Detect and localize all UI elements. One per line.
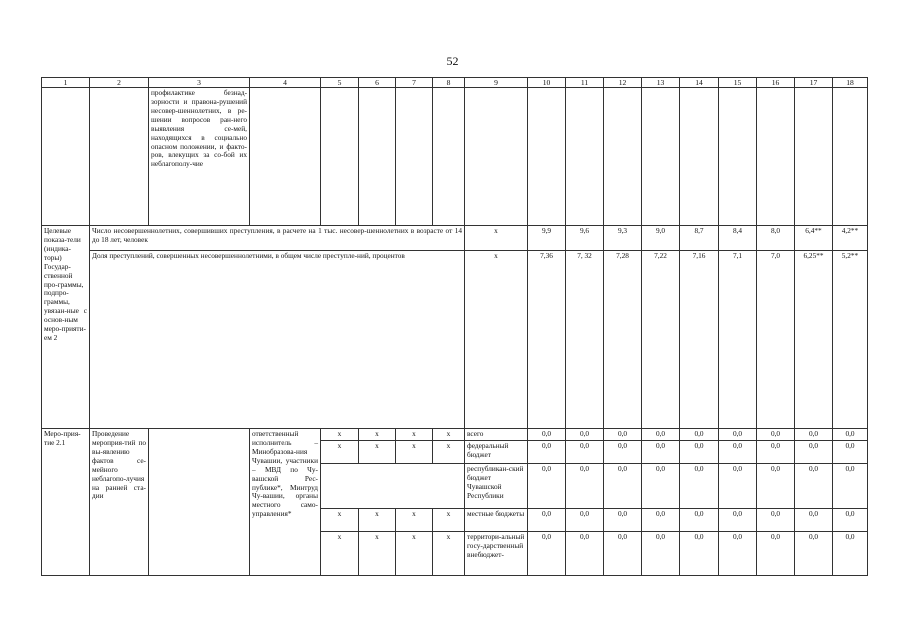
target-value: 7,36 (528, 251, 566, 429)
funding-value: 0,0 (642, 464, 680, 509)
col-number: 11 (566, 78, 604, 88)
target-value: 6,4** (795, 226, 833, 251)
code-cell: х (433, 532, 465, 576)
code-cell: х (321, 509, 359, 532)
funding-value: 0,0 (757, 532, 795, 576)
col-number: 7 (396, 78, 433, 88)
target-value: 7,16 (680, 251, 719, 429)
code-cell: х (396, 441, 433, 464)
funding-source: республикан-ский бюджет Чувашской Республики (465, 464, 528, 509)
code-cell: х (433, 429, 465, 441)
funding-value: 0,0 (566, 441, 604, 464)
col-number: 1 (42, 78, 90, 88)
funding-value: 0,0 (719, 429, 757, 441)
funding-value: 0,0 (833, 441, 868, 464)
col-number: 16 (757, 78, 795, 88)
col-number: 12 (604, 78, 642, 88)
funding-value: 0,0 (757, 429, 795, 441)
code-cell: х (359, 441, 396, 464)
target-value: 9,0 (642, 226, 680, 251)
funding-value: 0,0 (680, 509, 719, 532)
col-number: 5 (321, 78, 359, 88)
col-number: 4 (250, 78, 321, 88)
funding-value: 0,0 (719, 441, 757, 464)
code-cell: х (359, 532, 396, 576)
target-value: 7, 32 (566, 251, 604, 429)
target-value: 9,3 (604, 226, 642, 251)
col-number: 2 (90, 78, 149, 88)
funding-value: 0,0 (719, 464, 757, 509)
code-cell: х (396, 429, 433, 441)
code-cell: х (359, 429, 396, 441)
target-value: 4,2** (833, 226, 868, 251)
funding-value: 0,0 (528, 509, 566, 532)
col-number: 10 (528, 78, 566, 88)
funding-value: 0,0 (604, 429, 642, 441)
page-number: 52 (446, 54, 459, 68)
funding-value: 0,0 (719, 509, 757, 532)
funding-source: местные бюджеты (465, 509, 528, 532)
target-text: Доля преступлений, совершенных несовершеннолетними, в общем числе преступле-ний, процентов (90, 251, 465, 429)
target-value: 7,1 (719, 251, 757, 429)
funding-value: 0,0 (833, 509, 868, 532)
code-cell: х (396, 509, 433, 532)
funding-value: 0,0 (757, 464, 795, 509)
funding-source: всего (465, 429, 528, 441)
measure-name: Проведение мероприя-тий по вы-явлению фактов се-мейного неблагопо-лучия на ранней ста-дии (90, 429, 149, 576)
target-value: 6,25** (795, 251, 833, 429)
col-number: 13 (642, 78, 680, 88)
funding-value: 0,0 (604, 441, 642, 464)
target-value: 8,7 (680, 226, 719, 251)
continuation-row (42, 88, 868, 226)
funding-value: 0,0 (528, 429, 566, 441)
target-value: 9,6 (566, 226, 604, 251)
funding-value: 0,0 (833, 464, 868, 509)
code-cell: х (433, 509, 465, 532)
col-number: 6 (359, 78, 396, 88)
targets-label: Целевые показа-тели (индика-торы) Государ-ственной про-граммы, подпро-граммы, увязан-ные с основ-ным меро-прияти-ем 2 (42, 226, 90, 429)
col-number: 8 (433, 78, 465, 88)
column-number-row (42, 78, 868, 88)
col-number: 18 (833, 78, 868, 88)
funding-value: 0,0 (566, 464, 604, 509)
funding-value: 0,0 (795, 464, 833, 509)
target-x: х (465, 226, 528, 251)
target-value: 8,4 (719, 226, 757, 251)
funding-value: 0,0 (604, 509, 642, 532)
program-table (41, 77, 868, 576)
funding-value: 0,0 (642, 429, 680, 441)
target-value: 5,2** (833, 251, 868, 429)
code-cell: х (396, 532, 433, 576)
funding-value: 0,0 (795, 532, 833, 576)
funding-source: федеральный бюджет (465, 441, 528, 464)
funding-value: 0,0 (528, 441, 566, 464)
funding-value: 0,0 (604, 464, 642, 509)
funding-value: 0,0 (757, 441, 795, 464)
funding-value: 0,0 (795, 509, 833, 532)
funding-value: 0,0 (642, 532, 680, 576)
target-row (42, 226, 868, 251)
funding-value: 0,0 (833, 532, 868, 576)
col-number: 14 (680, 78, 719, 88)
target-value: 7,22 (642, 251, 680, 429)
target-value: 7,28 (604, 251, 642, 429)
funding-value: 0,0 (566, 429, 604, 441)
target-value: 8,0 (757, 226, 795, 251)
funding-value: 0,0 (680, 429, 719, 441)
measure-label: Меро-прия-тие 2.1 (42, 429, 90, 576)
funding-value: 0,0 (604, 532, 642, 576)
code-cell: х (433, 441, 465, 464)
code-cell: х (321, 441, 359, 464)
funding-value: 0,0 (566, 509, 604, 532)
code-cell: х (321, 429, 359, 441)
funding-value: 0,0 (528, 532, 566, 576)
col-number: 15 (719, 78, 757, 88)
code-cell: х (359, 509, 396, 532)
funding-value: 0,0 (680, 441, 719, 464)
col-number: 9 (465, 78, 528, 88)
target-row (42, 251, 868, 429)
code-cell: х (321, 532, 359, 576)
target-value: 7,0 (757, 251, 795, 429)
measure-executor: ответственный исполнитель – Минобразова-ния Чувашии, участники – МВД по Чу-вашской Рес-публике*, Минтруд Чу-вашии, органы местного само-управления* (250, 429, 321, 576)
col-number: 17 (795, 78, 833, 88)
funding-value: 0,0 (680, 532, 719, 576)
funding-row (42, 429, 868, 441)
funding-value: 0,0 (757, 509, 795, 532)
target-text: Число несовершеннолетних, совершивших преступления, в расчете на 1 тыс. несовер-шеннолетних в возрасте от 14 до 18 лет, человек (90, 226, 465, 251)
target-x: х (465, 251, 528, 429)
funding-value: 0,0 (642, 509, 680, 532)
code-cell-empty (321, 464, 465, 509)
funding-value: 0,0 (795, 441, 833, 464)
funding-value: 0,0 (528, 464, 566, 509)
funding-value: 0,0 (833, 429, 868, 441)
funding-value: 0,0 (642, 441, 680, 464)
continuation-text: профилактике безнад-зорности и правона-рушений несовер-шеннолетних, в ре-шении вопросов ран-него выявления се-мей, находящихся в социально опасном положении, и факто-ров, влекущих за со-бой их неблагополу-чие (149, 88, 250, 226)
funding-source: территори-альный госу-дарственный внебюджет- (465, 532, 528, 576)
funding-value: 0,0 (566, 532, 604, 576)
col-number: 3 (149, 78, 250, 88)
funding-value: 0,0 (680, 464, 719, 509)
target-value: 9,9 (528, 226, 566, 251)
funding-value: 0,0 (719, 532, 757, 576)
funding-value: 0,0 (795, 429, 833, 441)
